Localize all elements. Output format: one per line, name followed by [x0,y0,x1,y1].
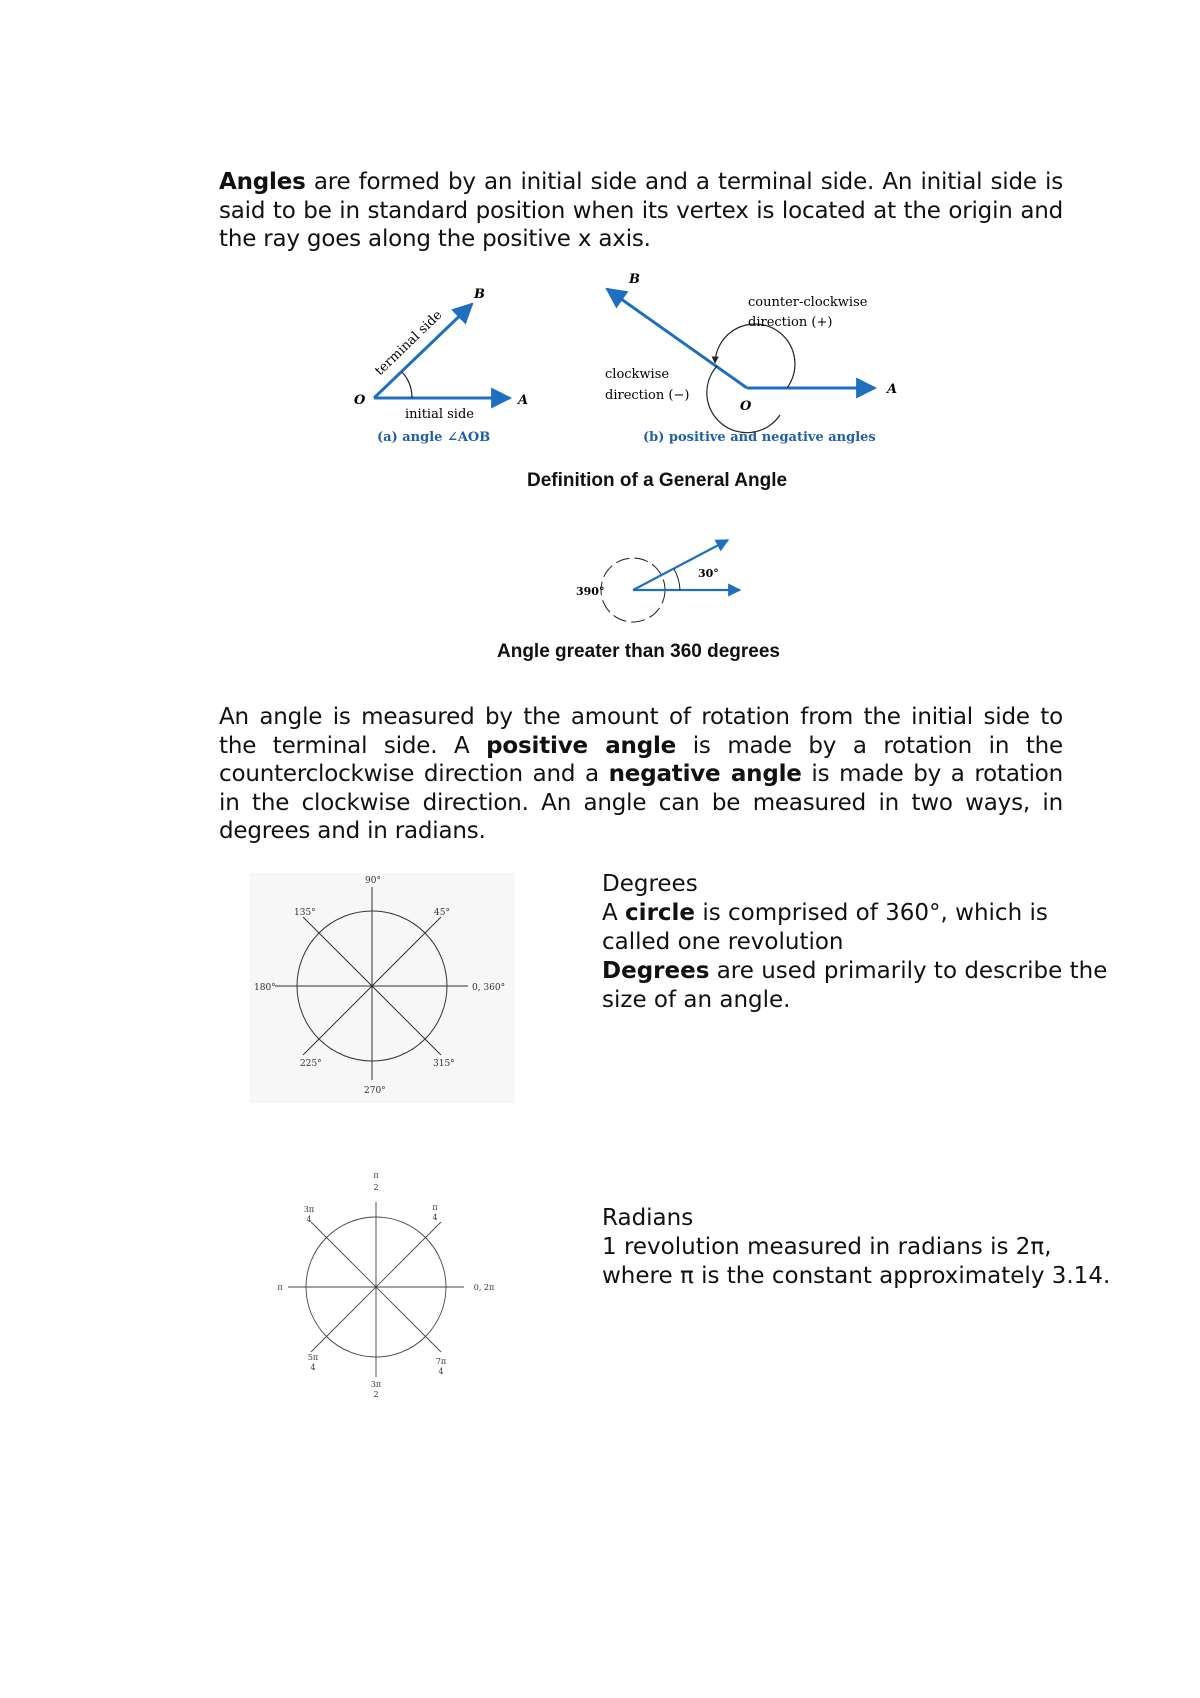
rad-45-den: 4 [432,1213,438,1222]
terminal-ray-390 [633,540,728,590]
label-45: 45° [434,908,450,918]
figure-positive-negative [595,265,925,450]
degrees-text-1: A [602,900,626,926]
rad-135-num: 3π [303,1205,315,1214]
caption-b: (b) positive and negative angles [643,430,876,445]
rad-90-num: π [373,1171,379,1180]
degrees-heading: Degrees [602,871,698,897]
label-90: 90° [365,876,381,886]
label-o: O [354,393,366,408]
caption-general-angle: Definition of a General Angle [527,470,788,491]
label-390: 390° [576,585,605,598]
ccw-label-2: direction (+) [748,315,833,330]
term-negative-angle: negative angle [608,761,802,787]
rad-90-den: 2 [373,1183,379,1192]
label-b2: B [629,272,640,287]
measure-paragraph [219,703,1063,846]
rad-270-den: 2 [373,1390,379,1399]
degrees-circle-figure [250,873,515,1103]
rad-180: π [277,1283,283,1292]
degrees-text-2: is comprised of 360°, which is called one revolution [602,900,1048,955]
label-0-360: 0, 360° [472,983,506,993]
rad-225-den: 4 [310,1363,316,1372]
term-degrees: Degrees [602,958,710,984]
intro-paragraph [219,168,1063,254]
rad-315-den: 4 [438,1367,444,1376]
angle-arc [402,372,412,398]
figure-390-degrees [570,530,750,630]
label-315: 315° [433,1059,455,1069]
radians-text: 1 revolution measured in radians is 2π, where π is the constant approximately 3.14. [602,1234,1111,1289]
initial-side-label: initial side [405,407,474,422]
term-circle: circle [625,900,696,926]
label-30: 30° [698,567,719,580]
radians-circle-figure [270,1171,510,1400]
caption-360: Angle greater than 360 degrees [497,641,780,662]
measure-text-3: is made by a rotation in the clockwise direction. An angle can be measured in two ways, in degrees and in radians. [219,761,1064,844]
caption-a: (a) angle ∠AOB [377,430,491,445]
degrees-section [602,870,1122,1015]
intro-text: are formed by an initial side and a terminal side. An initial side is said to be in standard position when its vertex is located at the origin and the ray goes along the positive x axis. [219,169,1063,252]
label-135: 135° [294,908,316,918]
label-a2: A [887,382,898,397]
rad-45-num: π [432,1203,438,1212]
label-225: 225° [300,1059,322,1069]
label-b: B [474,287,485,302]
measure-text-1: An angle is measured by the amount of rotation from the initial side to the terminal side. A [219,704,1063,759]
rad-270-num: 3π [370,1380,382,1389]
radians-section [602,1204,1122,1291]
degrees-text-3: are used primarily to describe the size of an angle. [602,958,1108,1013]
radians-heading: Radians [602,1205,694,1231]
arc-30 [674,569,680,590]
term-positive-angle: positive angle [486,732,677,759]
rad-135-den: 4 [306,1215,312,1224]
label-270: 270° [364,1086,386,1096]
terminal-side-label: terminal side [372,307,446,379]
cw-label-2: direction (−) [605,388,690,403]
rad-225-num: 5π [307,1353,319,1362]
rad-0-2pi: 0, 2π [473,1283,495,1292]
label-180: 180° [254,983,276,993]
term-angles: Angles [219,169,306,195]
label-a: A [518,393,529,408]
ccw-label-1: counter-clockwise [748,295,868,310]
ccw-arc [715,324,795,388]
rad-315-num: 7π [435,1357,447,1366]
label-o2: O [740,399,752,414]
cw-label-1: clockwise [605,367,670,382]
figure-angle-aob [340,270,550,450]
measure-text-2: is made by a rotation in the counterclockwise direction and a [219,732,1063,787]
